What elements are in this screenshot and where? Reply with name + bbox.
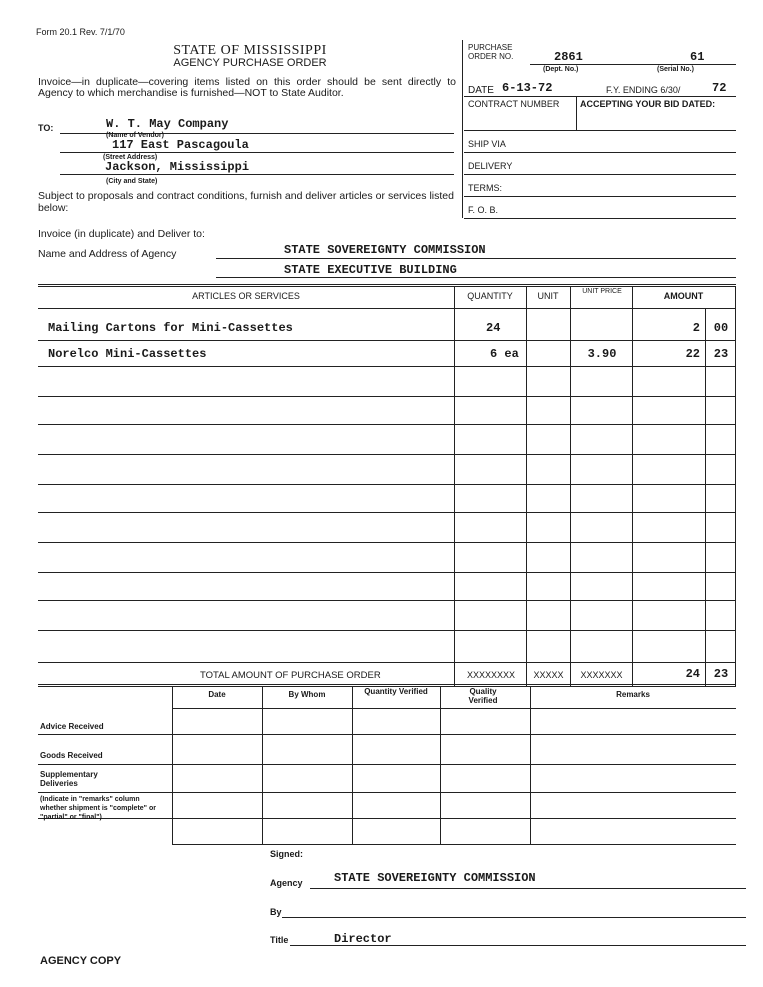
- row-quantity: 6 ea: [490, 347, 519, 361]
- delivery-label: DELIVERY: [468, 161, 513, 171]
- form-id: Form 20.1 Rev. 7/1/70: [36, 27, 125, 37]
- city-caption: (City and State): [106, 178, 158, 185]
- total-price-x: XXXXXXX: [580, 670, 623, 680]
- signed-label: Signed:: [270, 849, 303, 859]
- agency-line1: STATE SOVEREIGNTY COMMISSION: [284, 243, 486, 257]
- rcv-note: (Indicate in "remarks" column whether shipment is "complete" or "partial" or "final"): [40, 796, 156, 821]
- total-cents: 23: [713, 667, 729, 681]
- rcv-header-quantity: Quantity Verified: [364, 687, 428, 696]
- fy-label: F.Y. ENDING 6/30/: [606, 85, 681, 95]
- rcv-header-quality: Quality Verified: [468, 687, 498, 705]
- dept-caption: (Dept. No.): [543, 66, 579, 73]
- accepting-label: ACCEPTING YOUR BID DATED:: [580, 99, 716, 109]
- row-quantity: 24: [486, 321, 501, 335]
- rcv-header-date: Date: [208, 690, 226, 699]
- header-articles: ARTICLES OR SERVICES: [192, 291, 300, 301]
- row-unit-price: 3.90: [587, 347, 617, 361]
- fy-value: 72: [712, 81, 727, 95]
- total-unit-x: XXXXX: [533, 670, 564, 680]
- row-cents: 23: [713, 347, 729, 361]
- agency-line2: STATE EXECUTIVE BUILDING: [284, 263, 457, 277]
- total-qty-x: XXXXXXXX: [466, 670, 516, 680]
- date-label: DATE: [468, 85, 494, 96]
- vendor-name: W. T. May Company: [106, 117, 229, 131]
- header-quantity: QUANTITY: [467, 291, 513, 301]
- order-date: 6-13-72: [502, 81, 553, 95]
- sig-title-label: Title: [270, 935, 289, 945]
- sig-title: Director: [334, 932, 392, 946]
- rcv-header-remarks: Remarks: [616, 690, 650, 699]
- po-label: PURCHASE ORDER NO.: [468, 43, 514, 61]
- agency-copy: AGENCY COPY: [40, 955, 122, 967]
- serial-no: 61: [690, 50, 705, 64]
- rcv-supplementary: Supplementary Deliveries: [40, 770, 98, 788]
- rcv-goods-received: Goods Received: [40, 751, 103, 760]
- fob-label: F. O. B.: [468, 205, 499, 215]
- header-unit-price: UNIT PRICE: [582, 288, 622, 295]
- contract-label: CONTRACT NUMBER: [468, 99, 560, 109]
- serial-caption: (Serial No.): [657, 66, 694, 73]
- dept-no: 2861: [554, 50, 583, 64]
- header-amount: AMOUNT: [663, 291, 704, 301]
- total-label: TOTAL AMOUNT OF PURCHASE ORDER: [200, 670, 381, 681]
- instructions: Invoice—in duplicate—covering items listed on this order should be sent directly to Agency to which merchandise is furnished—NOT to State Auditor.: [38, 76, 456, 99]
- subject-text: Subject to proposals and contract conditions, furnish and deliver articles or services listed below:: [38, 190, 454, 214]
- vendor-street: 117 East Pascagoula: [112, 138, 249, 152]
- row-dollars: 2: [692, 321, 700, 335]
- row-dollars: 22: [685, 347, 700, 361]
- sig-by-label: By: [270, 907, 282, 917]
- total-dollars: 24: [685, 667, 700, 681]
- row-article: Norelco Mini-Cassettes: [48, 347, 207, 361]
- rcv-advice-received: Advice Received: [40, 722, 104, 731]
- sig-agency-label: Agency: [270, 878, 303, 888]
- terms-label: TERMS:: [468, 183, 503, 193]
- ship-via-label: SHIP VIA: [468, 139, 506, 149]
- vendor-city: Jackson, Mississippi: [105, 160, 250, 174]
- sig-agency: STATE SOVEREIGNTY COMMISSION: [334, 871, 536, 885]
- rcv-header-by-whom: By Whom: [288, 690, 326, 699]
- vendor-caption: (Name of Vendor): [106, 132, 164, 139]
- to-label: TO:: [38, 123, 54, 133]
- row-article: Mailing Cartons for Mini-Cassettes: [48, 321, 293, 335]
- agency-label: Name and Address of Agency: [38, 248, 177, 260]
- street-caption: (Street Address): [103, 154, 158, 161]
- invoice-deliver: Invoice (in duplicate) and Deliver to:: [38, 228, 205, 240]
- header-unit: UNIT: [537, 291, 559, 301]
- row-cents: 00: [713, 321, 729, 335]
- form-title: AGENCY PURCHASE ORDER: [173, 57, 327, 69]
- state-title: STATE OF MISSISSIPPI: [173, 43, 327, 58]
